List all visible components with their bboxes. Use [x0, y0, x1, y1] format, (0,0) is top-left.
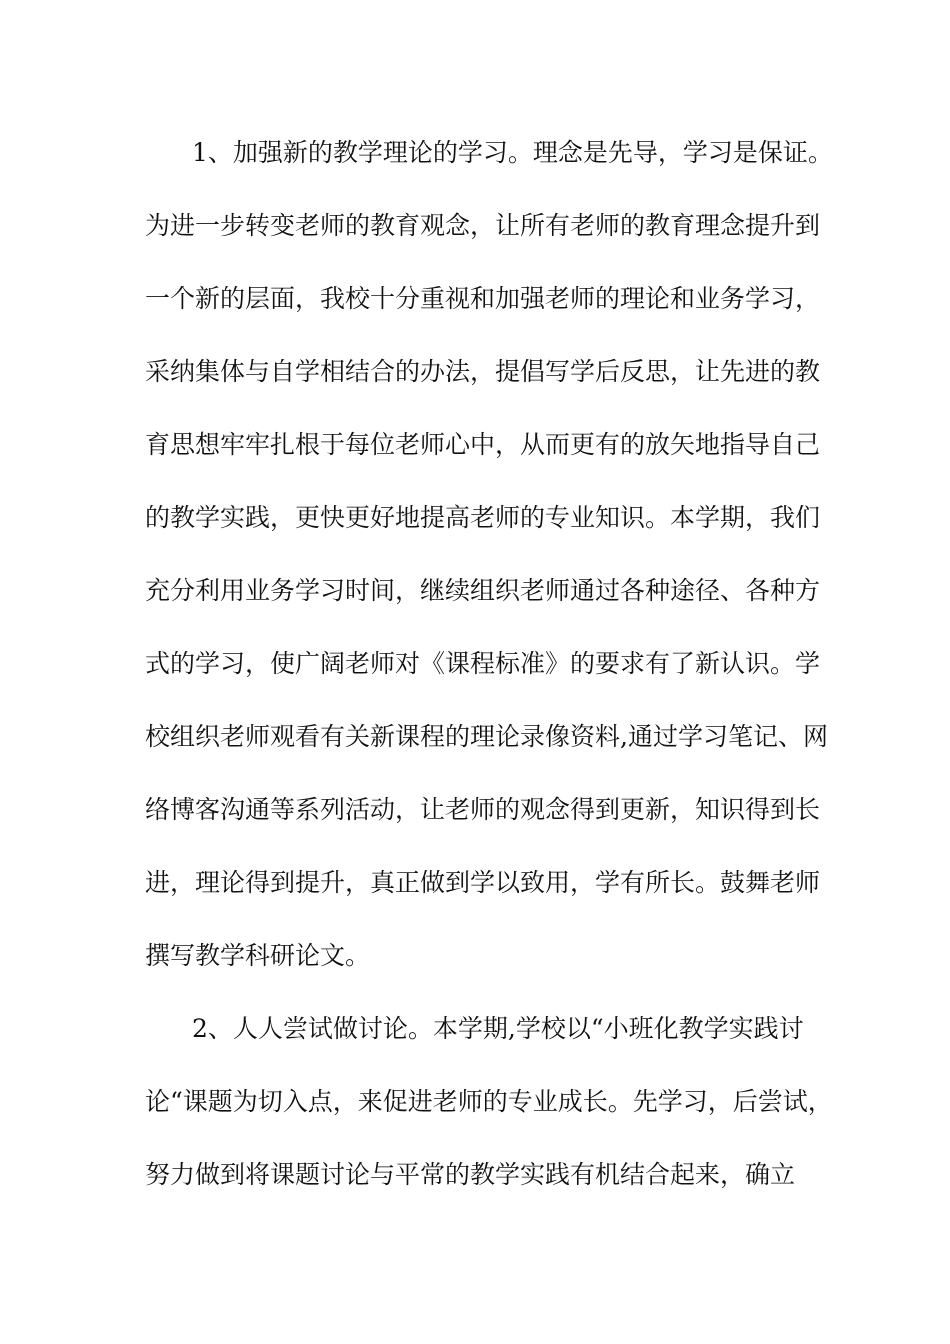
paragraph-1-line-11: 进，理论得到提升，真正做到学以致用，学有所长。鼓舞老师 [145, 868, 821, 897]
paragraph-1-line-5: 育思想牢牢扎根于每位老师心中，从而更有的放矢地指导自己 [145, 430, 821, 459]
paragraph-1-line-1: 1、加强新的教学理论的学习。理念是先导，学习是保证。 [192, 138, 833, 167]
paragraph-1-line-6: 的教学实践，更快更好地提高老师的专业知识。本学期，我们 [145, 503, 821, 532]
paragraph-1-line-7: 充分利用业务学习时间，继续组织老师通过各种途径、各种方 [145, 576, 821, 605]
paragraph-1-line-4: 采纳集体与自学相结合的办法，提倡写学后反思，让先进的教 [145, 357, 821, 386]
paragraph-1-line-9: 校组织老师观看有关新课程的理论录像资料,通过学习笔记、网 [145, 722, 828, 751]
paragraph-1-line-10: 络博客沟通等系列活动，让老师的观念得到更新，知识得到长 [145, 795, 821, 824]
paragraph-2-line-2: 论“课题为切入点，来促进老师的专业成长。先学习，后尝试， [145, 1087, 833, 1116]
paragraph-1-line-3: 一个新的层面，我校十分重视和加强老师的理论和业务学习， [145, 284, 821, 313]
paragraph-2-line-3: 努力做到将课题讨论与平常的教学实践有机结合起来，确立 [145, 1160, 796, 1189]
paragraph-1-line-8: 式的学习，使广阔老师对《课程标准》的要求有了新认识。学 [145, 649, 821, 678]
paragraph-2-line-1: 2、人人尝试做讨论。本学期,学校以“小班化教学实践讨 [192, 1014, 804, 1043]
paragraph-1-line-12: 撰写教学科研论文。 [145, 941, 371, 970]
paragraph-1-line-2: 为进一步转变老师的教育观念，让所有老师的教育理念提升到 [145, 211, 821, 240]
